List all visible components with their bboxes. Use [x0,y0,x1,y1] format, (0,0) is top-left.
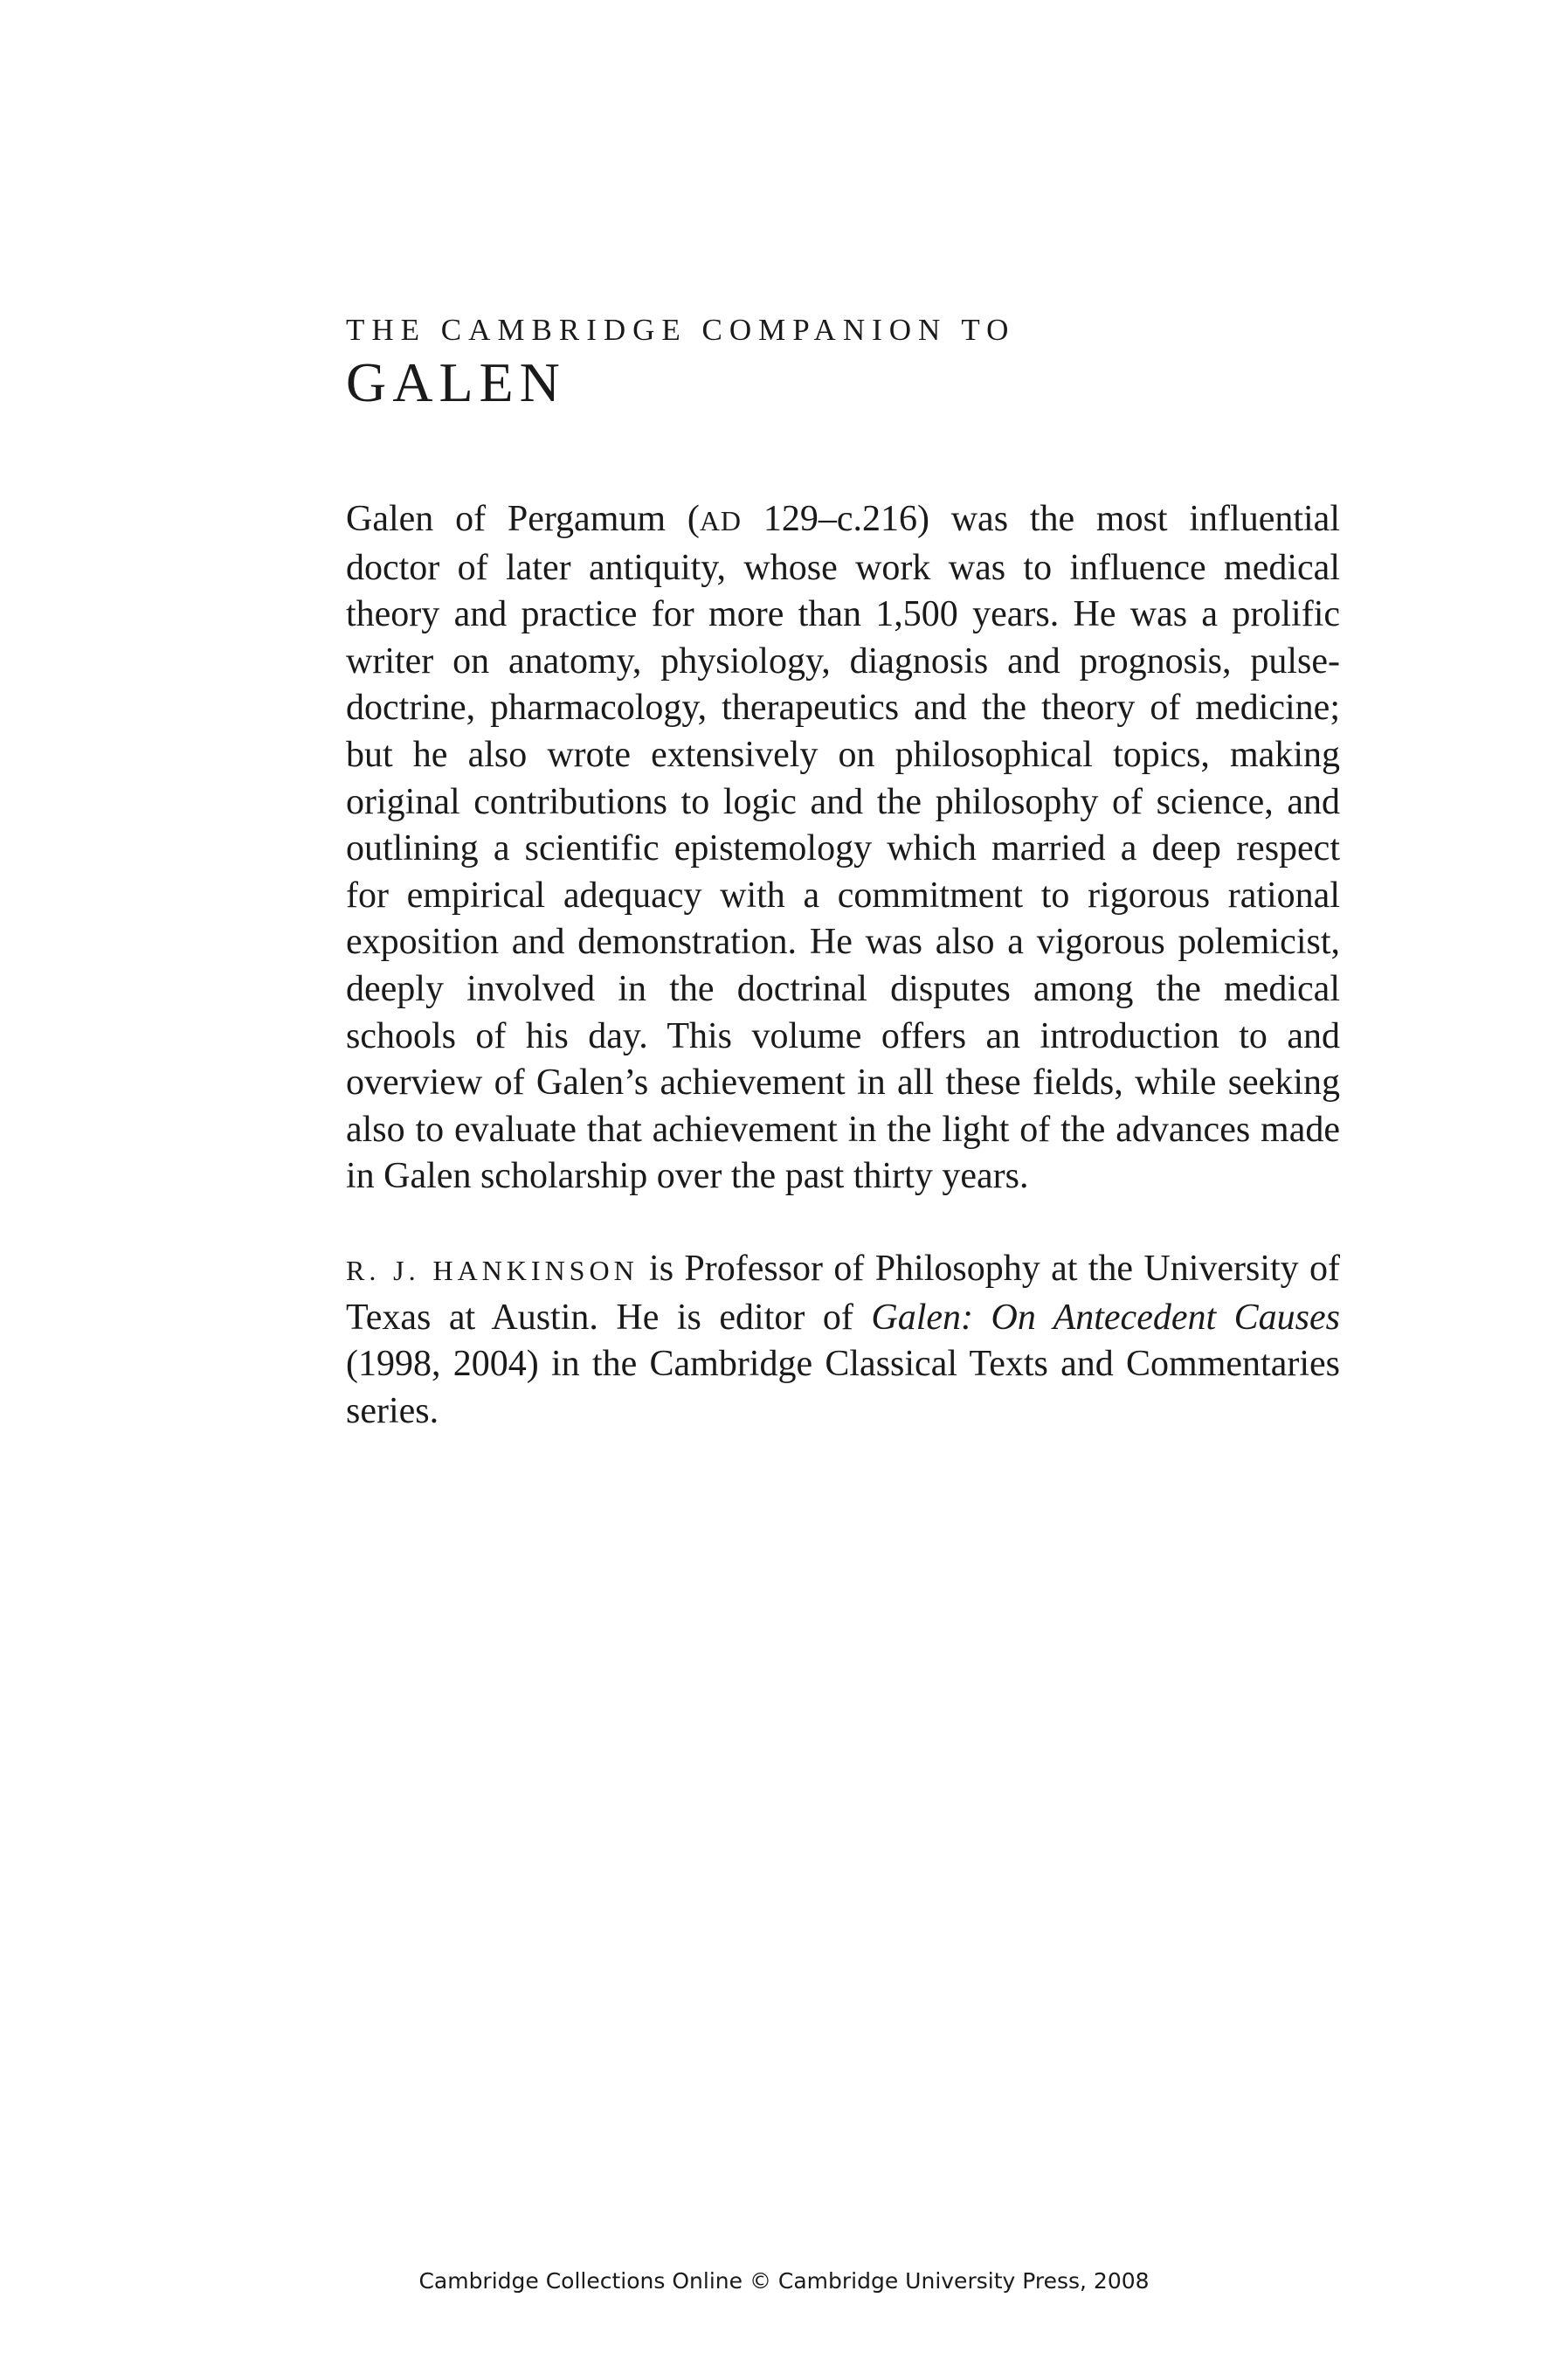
book-title: GALEN [346,351,566,413]
blurb-part-1: Galen of Pergamum ( [346,499,700,539]
bio-text-1: is Professor of Philosophy at the University of Texas at Austin. He is editor of [346,1248,1341,1338]
era-abbreviation: AD [699,505,743,536]
book-page [346,311,1340,1435]
book-description [346,496,1340,1201]
edited-work-title: Galen: On Antecedent Causes [871,1297,1341,1338]
bio-text-2: (1998, 2004) in the Cambridge Classical Texts and Commentaries series. [346,1344,1340,1431]
copyright-footer: Cambridge Collections Online © Cambridge University Press, 2008 [418,2268,1150,2294]
series-title: THE CAMBRIDGE COMPANION TO [346,313,1016,347]
blurb-part-2: 129–c.216) was the most influential doctor of later antiquity, whose work was to influence medical theory and practice for more than 1,500 years. He was a prolific writer on anatomy, physiology, diagnosis and prognosis, pulse-doctrine, pharmacology, therapeutics and the theory of medicine; but he also wrote extensively on philosophical topics, making original contributions to logic and the philosophy of science, and outlining a scientific epistemology which married a deep respect for empirical adequacy with a commitment to rigorous rational exposition and demonstration. He was also a vigorous polemicist, deeply involved in the doctrinal disputes among the medical schools of his day. This volume offers an introduction to and overview of Galen’s achievement in all these fields, while seeking also to evaluate that achievement in the light of the advances made in Galen scholarship over the past thirty years. [346,499,1340,1197]
author-bio [346,1246,1340,1435]
author-name: R. J. HANKINSON [346,1254,639,1286]
